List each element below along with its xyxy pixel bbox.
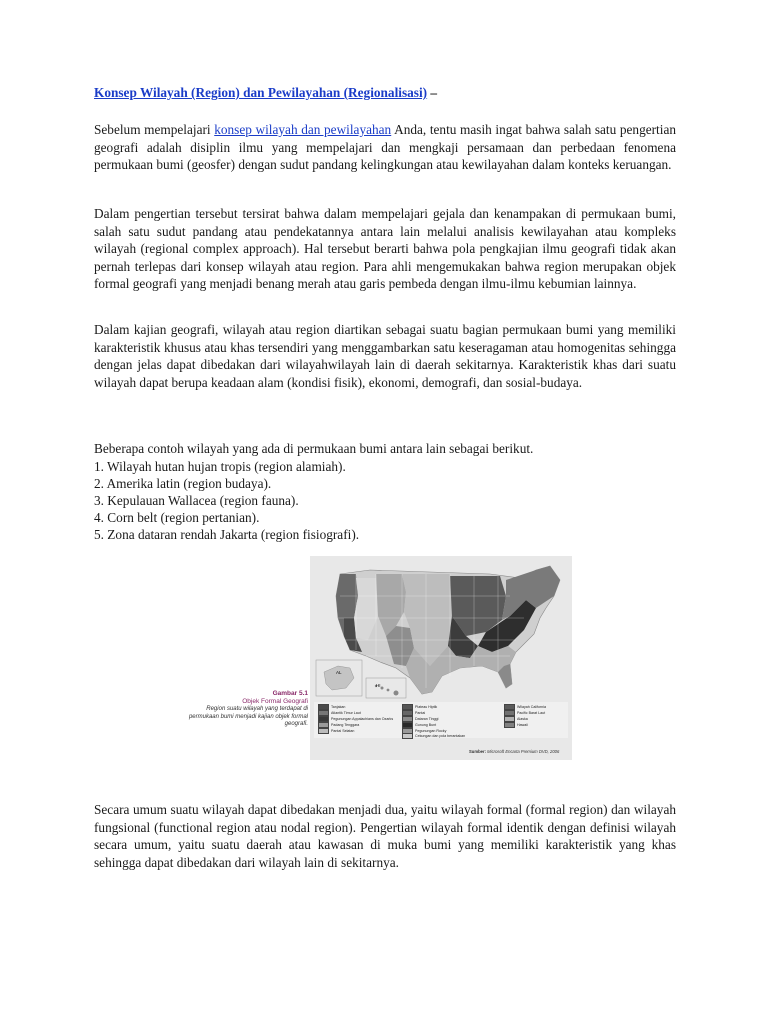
document-title bbox=[94, 84, 684, 102]
legend-item: Hawaii bbox=[504, 722, 528, 728]
caption-subtitle: Objek Formal Geografi bbox=[242, 698, 308, 705]
source-label: Sumber: bbox=[469, 749, 486, 754]
legend-item: Pegunungan Rocky bbox=[402, 728, 446, 734]
legend-item: Cekungan dan pola berantakan bbox=[402, 733, 465, 739]
figure-source bbox=[469, 749, 559, 754]
list-item: 2. Amerika latin (region budaya). bbox=[94, 476, 272, 491]
legend-swatch bbox=[402, 733, 413, 739]
title-suffix: – bbox=[427, 85, 438, 100]
legend-item: Atlantik Timur Laut bbox=[318, 710, 361, 716]
p1-rest: Anda, tentu masih ingat bahwa salah satu pengertian geografi adalah disiplin ilmu yang mempelajari dan mengkaji persamaan dan perbedaan fenomena permukaan bumi (geosfer) dengan sudut pandang kelingkungan atau kewilayahan dalam konteks keruangan. bbox=[94, 122, 676, 173]
legend-item: Pantai Selatan bbox=[318, 728, 354, 734]
caption-title: Gambar 5.1 bbox=[272, 690, 308, 697]
legend-item: Tanjakan bbox=[318, 704, 345, 710]
paragraph-approach: Dalam pengertian tersebut tersirat bahwa dalam mempelajari gejala dan kenampakan di permukaan bumi, salah satu sudut pandang atau pendekatannya antara lain melalui analisis kewilayahan atau kompleks wilayah (regional complex approach). Hal tersebut berarti bahwa pola pengkajian ilmu geografi tidak akan pernah terlepas dari konsep wilayah atau region. Para ahli mengemukakan bahwa region merupakan objek formal geografi yang menjadi benang merah atau garis pembeda dengan ilmu-ilmu kebumian lainnya. bbox=[94, 206, 676, 292]
figure-caption bbox=[180, 690, 308, 729]
legend-swatch bbox=[504, 722, 515, 728]
legend-item: Wilayah California bbox=[504, 704, 546, 710]
map-legend bbox=[314, 702, 568, 738]
alaska-label: AL bbox=[336, 670, 342, 675]
hawaii-label: HI bbox=[376, 683, 381, 688]
list-item: 1. Wilayah hutan hujan tropis (region alamiah). bbox=[94, 459, 346, 474]
legend-item: Padang Tenggara bbox=[318, 722, 359, 728]
legend-swatch bbox=[318, 728, 329, 734]
legend-item: Plateau Hiptik bbox=[402, 704, 437, 710]
map-figure bbox=[180, 548, 588, 768]
examples-list bbox=[94, 458, 359, 543]
paragraph-examples-intro: Beberapa contoh wilayah yang ada di permukaan bumi antara lain sebagai berikut. bbox=[94, 441, 534, 456]
legend-item: Pantai bbox=[402, 710, 425, 716]
list-item: 3. Kepulauan Wallacea (region fauna). bbox=[94, 493, 299, 508]
paragraph-formal-region: Secara umum suatu wilayah dapat dibedakan menjadi dua, yaitu wilayah formal (formal region) dan wilayah fungsional (functional region atau nodal region). Pengertian wilayah formal identik dengan definisi wilayah secara umum, yaitu suatu daerah atau kawasan di muka bumi yang memiliki karakteristik yang khas sehingga dapat dibedakan dari wilayah lain di sekitarnya. bbox=[94, 802, 676, 870]
source-text: Microsoft Encarta Premium DVD, 2006 bbox=[487, 749, 560, 754]
paragraph-definition: Dalam kajian geografi, wilayah atau region diartikan sebagai suatu bagian permukaan bumi yang memiliki karakteristik khusus atau khas tersendiri yang menggambarkan satu keseragaman atau homogenitas sehingga dengan jelas dapat dibedakan dari wilayahwilayah lain di daerah sekitarnya. Karakteristik khas dari suatu wilayah dapat berupa keadaan alam (kondisi fisik), ekonomi, demografi, dan sosial-budaya. bbox=[94, 322, 676, 390]
legend-item: Pegunungan Appalachians dan Ozarks bbox=[318, 716, 393, 722]
caption-text: Region suatu wilayah yang terdapat di permukaan bumi menjadi kajian objek formal geografi. bbox=[188, 706, 308, 727]
legend-item: Alaska bbox=[504, 716, 528, 722]
title-link[interactable]: Konsep Wilayah (Region) dan Pewilayahan (Regionalisasi) bbox=[94, 85, 428, 100]
paragraph-intro bbox=[94, 121, 676, 174]
p1-lead: Sebelum mempelajari bbox=[94, 122, 215, 137]
concept-link[interactable]: konsep wilayah dan pewilayahan bbox=[214, 122, 392, 137]
hawaii-inset bbox=[366, 678, 406, 698]
list-item: 5. Zona dataran rendah Jakarta (region fisiografi). bbox=[94, 527, 360, 542]
legend-item: Dataran Tinggi bbox=[402, 716, 438, 722]
legend-item: Pacific Barat Laut bbox=[504, 710, 545, 716]
list-item: 4. Corn belt (region pertanian). bbox=[94, 510, 260, 525]
legend-item: Gunung Bunt bbox=[402, 722, 436, 728]
